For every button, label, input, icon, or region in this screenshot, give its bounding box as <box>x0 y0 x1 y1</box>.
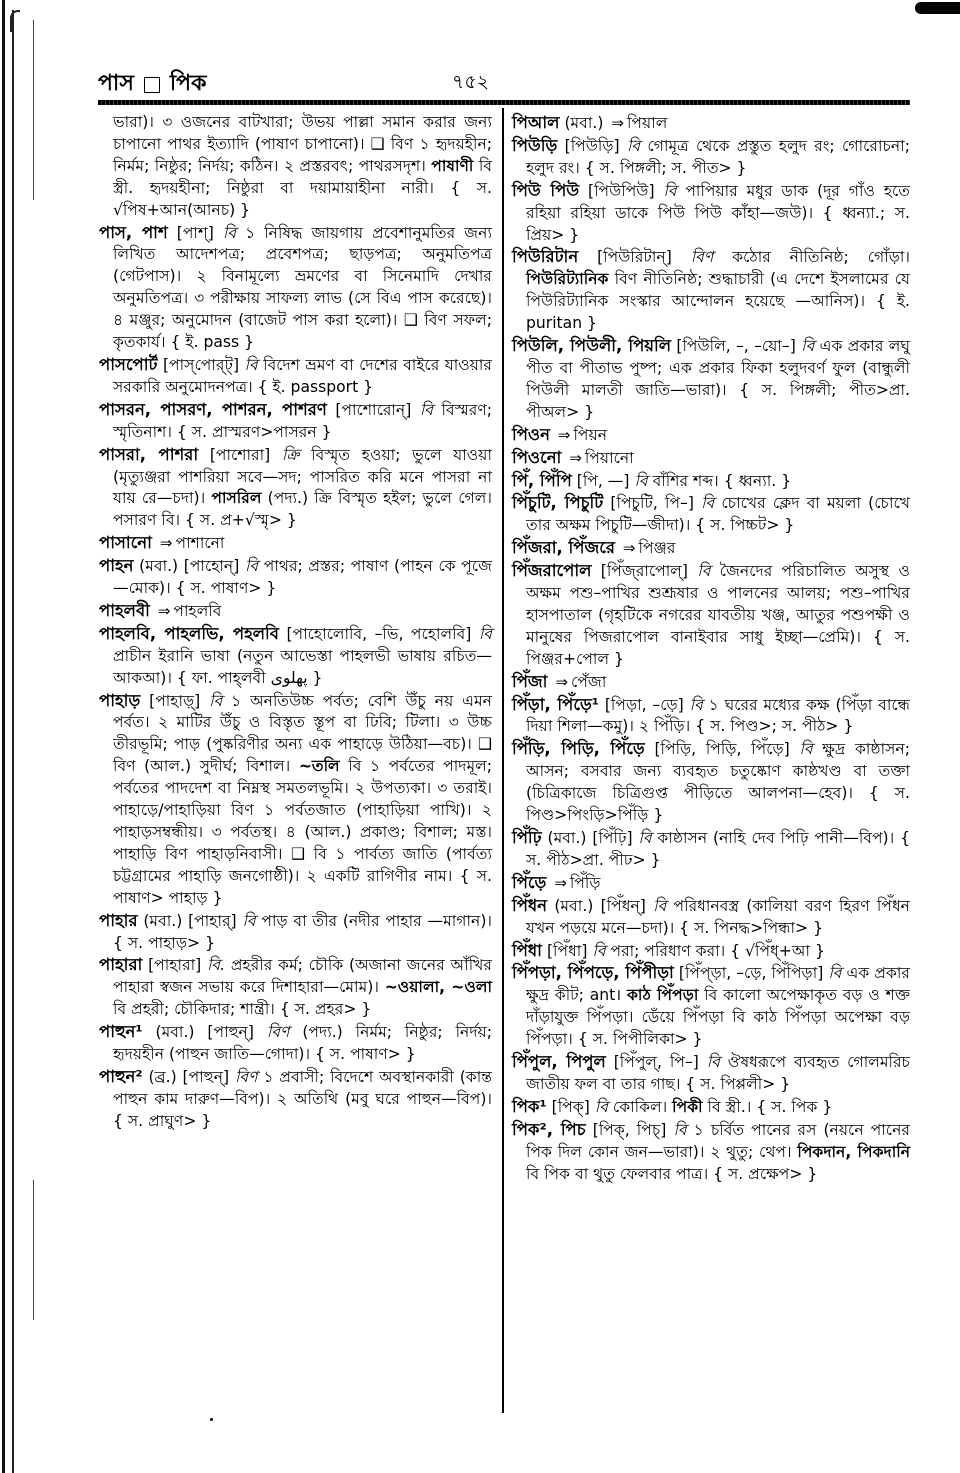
part-of-speech: বি <box>689 695 703 714</box>
sub-headword: পিকদান, পিকদানি <box>797 1142 910 1161</box>
dictionary-entry <box>512 470 910 493</box>
page-header <box>98 66 910 94</box>
pronunciation: (মবা.) [পিঁধন্] <box>554 896 646 915</box>
header-rule <box>98 100 910 105</box>
definition: গোমূত্র থেকে প্রস্তুত হলুদ রং; গোরোচনা; হলুদ রং। { স. পিঙ্গলী; স. পীত> } <box>526 136 910 177</box>
part-of-speech: বি <box>701 494 715 513</box>
definition: পরিধানবস্ত্র (কালিয়া বরণ হিরণ পিঁধন যখন পড়য়ে মনে—চদা)। { স. পিনদ্ধ>পিন্ধা> } <box>526 896 910 937</box>
headword: পাহন <box>99 556 134 576</box>
part-of-speech: বি <box>663 181 677 200</box>
sub-headword: ~ওয়ালা, ~ওলা <box>384 978 492 997</box>
dictionary-entry <box>99 555 492 600</box>
stray-mark <box>210 1418 213 1421</box>
cross-reference-arrow-icon: ⇒ <box>622 539 636 558</box>
definition: ঔষধরূপে ব্যবহৃত গোলমরিচ জাতীয় ফল বা তার গাছ। { স. পিপ্পলী> } <box>526 1053 910 1093</box>
headword: পাহলবি, পাহলভি, পহলবি <box>99 623 279 643</box>
cross-reference-arrow-icon: ⇒ <box>554 873 567 892</box>
pronunciation: [পিড়ি, পিড়ি, পিঁড়ে] <box>654 740 790 759</box>
definition: বাঁশির শব্দ। { ধ্বন্যা. } <box>652 471 792 490</box>
dictionary-entry <box>512 962 910 1051</box>
dictionary-entry <box>512 112 910 135</box>
sub-headword: পাষাণী <box>431 156 474 175</box>
pronunciation: [পিড়া, –ড়ে] <box>604 695 684 714</box>
headword: পাস, পাশ <box>99 222 168 242</box>
pronunciation: (মবা.) <box>564 114 604 132</box>
part-of-speech: বি <box>244 557 259 576</box>
headword: পিঁজরা, পিঁজরে <box>512 538 615 558</box>
pronunciation: [পিঁপ্‌ড়া, –ড়ে, পিঁপিড়া] <box>678 964 824 983</box>
definition-continued: (পদ্য.) ক্রি বিস্মৃত হইল; ভুলে গেল। পসারণ বি। { স. প্র+√স্মৃ> } <box>113 489 492 530</box>
definition: ১ নিষিদ্ধ জায়গায় প্রবেশানুমতির জন্য লিখিত আদেশপত্র; প্রবেশপত্র; ছাড়পত্র; অনুমতিপত্র (গেটপাস)। ২ বিনামূল্যে ভ্রমণের বা সিনেমাদি দেখার অনুমতিপত্র। ৩ পরীক্ষায় সাফল্য লাভ (সে বিএ পাস করেছে)। ৪ মঞ্জুর; অনুমোদন (বাজেট পাস করা হলো)। ❑ বিণ সফল; কৃতকার্য। { ই. pass } <box>113 223 492 352</box>
pronunciation: [পাশ্] <box>176 223 214 242</box>
headword: পাসরন, পাসরণ, পাশরন, পাশরণ <box>99 399 327 419</box>
dictionary-entry <box>99 532 492 555</box>
headword: পাসানো <box>99 533 152 553</box>
definition: বিদেশ ভ্রমণ বা দেশের বাইরে যাওয়ার সরকারি অনুমোদনপত্র। { ই. passport } <box>113 355 492 396</box>
dictionary-entry <box>99 623 492 690</box>
definition: পাশানো <box>175 534 225 553</box>
headword: পিঁড়ি, পিড়ি, পিঁড়ে <box>512 739 645 759</box>
pronunciation: [পিক্, পিচ্] <box>592 1120 667 1139</box>
headword: পিঁপড়া, পিঁপড়ে, পিঁপীড়া <box>512 963 674 983</box>
headword: পাসপোর্ট <box>99 354 158 374</box>
page-binding-curve <box>10 10 20 32</box>
definition: পিঁড়ি <box>569 873 601 892</box>
headword: পিঁড়া, পিঁড়ে¹ <box>512 694 599 714</box>
pronunciation: [পাস্‌পোর্‌ট্] <box>162 355 240 374</box>
dictionary-entry <box>99 910 492 955</box>
headword: পিঁজরাপোল <box>512 561 592 581</box>
headword: পিঁধা <box>512 940 542 960</box>
definition: বিস্মৃত হওয়া; ভুলে যাওয়া (মৃত্যুঞ্জরা পাশরিয়া সবে—সদ; পাসরিত করি মনে পাসরা না যায় রে—চদা)। <box>113 445 492 508</box>
part-of-speech: বি <box>592 941 606 960</box>
part-of-speech: বি <box>594 1097 608 1116</box>
guide-word-end: পিক <box>169 71 207 96</box>
definition-continued: বি প্রহরী; চৌকিদার; শান্ত্রী। { স. প্রহর> } <box>113 1000 372 1019</box>
sub-headword: ~তলি <box>298 757 340 776</box>
definition: চোখের ক্লেদ বা ময়লা (চোখে তার অক্ষম পিচুটি—জীদা)। { স. পিচ্চট> } <box>526 494 910 535</box>
definition: কঠোর নীতিনিষ্ঠ; গোঁড়া। <box>732 248 910 267</box>
definition-continued: বি ১ পর্বতের পাদমূল; পর্বতের পাদদেশ বা নিম্নস্থ সমতলভূমি। ২ উপত্যকা। ৩ তরাই। পাহাড়ে/পাহাড়িয়া বিণ ১ পর্বতজাত (পাহাড়িয়া পাখি)। ২ পাহাড়সম্বন্ধীয়। ৩ পর্বতস্থ। ৪ (আল.) প্রকাণ্ড; বিশাল; মস্ত। পাহাড়ি বিণ পাহাড়নিবাসী। ❑ বি ১ পার্বত্য জাতি (পার্বত্য চট্টগ্রামের পাহাড়ি জনগোষ্ঠী)। ২ একটি রাগিণীর নাম। { স. পাষাণ> পাহাড় } <box>113 757 492 907</box>
scan-smudge <box>915 2 960 14</box>
margin-mark <box>33 20 34 200</box>
definition: ১ চর্বিত পানের রস (নয়নে পানের পিক দিল কোন জন—ভারা)। ২ থুতু; থেপ। <box>526 1120 910 1161</box>
headword: পাহলবী <box>99 600 150 620</box>
part-of-speech: বি <box>653 896 667 915</box>
sub-headword: কাঠ পিঁপড়া <box>627 986 699 1005</box>
pronunciation: [পিঁজ্‌রাপোল্] <box>600 562 688 581</box>
part-of-speech: বি. <box>206 956 226 975</box>
dictionary-entry <box>99 444 492 533</box>
headword: পিঁঢ়ি <box>512 828 542 847</box>
page-binding-edge-inner <box>12 10 14 1473</box>
page-binding-edge <box>2 0 5 1473</box>
dictionary-entry <box>99 354 492 399</box>
part-of-speech: বিণ <box>266 1023 290 1042</box>
part-of-speech: বি <box>799 740 813 759</box>
dictionary-entry <box>512 560 910 671</box>
part-of-speech: বি <box>697 562 711 581</box>
dictionary-entry <box>512 246 910 335</box>
guide-words <box>98 66 206 103</box>
dictionary-entry <box>512 135 910 180</box>
page-number: ৭৫২ <box>452 71 490 93</box>
headword: পিঁচুটি, পিচুটি <box>512 493 604 513</box>
definition: পাহলবি <box>173 601 222 620</box>
definition: কোকিল। <box>612 1097 673 1116</box>
right-column <box>512 112 910 1186</box>
pronunciation: [পাহারা] <box>148 956 202 975</box>
headword: পাহারা <box>99 955 143 975</box>
left-column <box>99 112 492 1133</box>
dictionary-entry <box>512 335 910 424</box>
definition: পিয়ানো <box>584 448 634 467</box>
headword: পিক², পিচ <box>512 1119 586 1139</box>
definition-continued: বি পিক বা থুতু ফেলবার পাত্র। { স. প্রক্ষেপ> } <box>526 1164 818 1183</box>
pronunciation: [পিউরিটান্] <box>597 248 672 267</box>
definition: পাড় বা তীর (নদীর পাহার —মাগান)। { স. পাহাড়> } <box>113 911 492 952</box>
dictionary-entry <box>512 180 910 247</box>
definition-continued: বি কালো অপেক্ষাকৃত বড় ও শক্ত দাঁড়াযুক্ত পিঁপড়া। ডেঁয়ে পিঁপড়া বি কাঠ পিঁপড়া অপেক্ষা বড় পিঁপড়া। { স. পিপীলিকা> } <box>526 986 910 1049</box>
part-of-speech: বিণ <box>234 1067 258 1086</box>
definition: ১ প্রবাসী; বিদেশে অবস্থানকারী (কান্ত পাহুন কাম দারুণ—বিপ)। ২ অতিথি (মবু ঘরে পাহুন—বিপ)। { স. প্রাঘুণ> } <box>113 1067 492 1130</box>
headword: পিউ পিউ <box>512 180 580 200</box>
part-of-speech: বি <box>634 471 648 490</box>
part-of-speech: বি <box>638 829 652 847</box>
sub-headword: পাসরিল <box>211 489 262 508</box>
definition: (পদ্য.) নির্মম; নিষ্ঠুর; নির্দয়; হৃদয়হীন (পাহুন জাতি—গোদা)। { স. পাষাণ> } <box>113 1023 492 1064</box>
pronunciation: (মবা.) [পিঁঢ়ি] <box>547 829 633 847</box>
definition: পিয়ন <box>573 425 608 444</box>
pronunciation: [পিচুটি, পি–] <box>610 494 694 513</box>
definition-continued: বিণ নীতিনিষ্ঠ; শুদ্ধাচারী (এ দেশে ইসলামের যে পিউরিট্যানিক সংস্কার আন্দোলন হয়েছে —আনিস)। { ই. puritan } <box>526 270 910 333</box>
dictionary-entry <box>512 738 910 827</box>
dictionary-entry <box>99 1066 492 1133</box>
part-of-speech: বি <box>222 223 237 242</box>
sub-headword: পিকী <box>672 1097 703 1116</box>
part-of-speech: বি <box>209 691 223 710</box>
dictionary-entry <box>512 872 910 895</box>
headword: পিক¹ <box>512 1096 547 1116</box>
definition: পিঞ্জর <box>638 539 676 558</box>
part-of-speech: বি <box>706 1053 720 1072</box>
headword: পাহুন² <box>99 1066 143 1086</box>
headword: পিঁড়ে <box>512 872 547 892</box>
definition: পেঁজা <box>571 672 607 691</box>
definition: প্রহরীর কর্ম; চৌকি (অজানা জনের আঁখির পাহারা স্বজন সভায় করে দিশাহারা—মোম)। <box>113 956 493 997</box>
pronunciation: (ব্র.) [পাহুন্] <box>148 1067 230 1086</box>
column-divider <box>502 108 504 1413</box>
headword: পিঁপুল, পিপুল <box>512 1052 606 1072</box>
pronunciation: [পাশোরা] <box>209 445 271 464</box>
part-of-speech: বি <box>626 136 641 155</box>
dictionary-entry <box>512 1051 910 1096</box>
dictionary-entry <box>99 600 492 623</box>
definition: ক্ষুদ্র কাষ্ঠাসন; আসন; বসবার জন্য ব্যবহৃত চতুষ্কোণ কাষ্ঠখণ্ড বা তক্তা (চিত্রিকাজে চিত্রিগুপ্ত পীড়িতে আলপনা—হেব)। { স. পিণ্ড>পিংড়ি>পিঁড়ি } <box>526 740 910 825</box>
definition: বিস্মরণ; স্মৃতিনাশ। { স. প্রাস্মরণ>পাসরন } <box>113 400 493 441</box>
guide-word-start: পাস <box>98 71 134 96</box>
dictionary-entry <box>512 827 910 872</box>
sub-headword: পিউরিট্যানিক <box>526 270 609 289</box>
headword: পিআল <box>512 113 560 132</box>
definition: কাষ্ঠাসন (নাহি দেব পিঢ়ি পানী—বিপ)। { স. পীঠ>প্রা. পীঢ> } <box>526 829 910 869</box>
dictionary-entry <box>99 954 492 1021</box>
part-of-speech: বি <box>419 400 433 419</box>
definition: ১ অনতিউচ্চ পর্বত; বেশি উঁচু নয় এমন পর্বত। ২ মাটির উঁচু ও বিস্তৃত স্তূপ বা ঢিবি; টিলা। ৩ উচ্চ তীরভূমি; পাড় (পুষ্করিণীর অন্য এক পাহাড়ে উঠিয়া—বচ)। ❑ বিণ (আল.) সুদীর্ঘ; বিশাল। <box>113 691 492 776</box>
part-of-speech: বি <box>673 1120 687 1139</box>
pronunciation: [পাহাড়্] <box>149 691 201 710</box>
headword: পিউড়ি <box>512 135 558 155</box>
definition: পরা; পরিধাণ করা। { √পিঁধ্+আ } <box>610 941 825 960</box>
dictionary-entry <box>512 447 910 470</box>
pronunciation: [পিউড়ি] <box>564 136 620 155</box>
part-of-speech: বি <box>801 337 815 356</box>
headword: পাসরা, পাশরা <box>99 444 199 464</box>
cross-reference-arrow-icon: ⇒ <box>611 114 624 132</box>
headword: পিঁ, পিঁপি <box>512 470 572 490</box>
definition: ভারা)। ৩ ওজনের বাটখারা; উভয় পাল্লা সমান করার জন্য চাপানো পাথর ইত্যাদি (পাষাণ চাপানো)। ❑ বিণ ১ হৃদয়হীন; নির্মম; নিষ্ঠুর; নির্দয়; কঠিন। ২ প্রস্তরবৎ; পাথরসদৃশ। <box>113 113 492 175</box>
pronunciation: [পিঁধা] <box>546 941 588 960</box>
dictionary-entry <box>512 424 910 447</box>
cross-reference-arrow-icon: ⇒ <box>557 425 571 444</box>
cross-reference-arrow-icon: ⇒ <box>157 601 171 620</box>
dictionary-entry <box>99 690 492 910</box>
definition: পাথর; প্রস্তর; পাষাণ (পাহন কে পূজে—মোক)। { স. পাষাণ> } <box>113 557 492 598</box>
dictionary-entry <box>512 492 910 537</box>
headword: পিওন <box>512 424 550 444</box>
definition-continued: বি স্ত্রী.। { স. পিক } <box>702 1097 833 1116</box>
dictionary-entry <box>512 1096 910 1119</box>
definition-continued: বি স্ত্রী. হৃদয়হীনা; নিষ্ঠুরা বা দয়ামায়াহীনা নারী। { স. √পিষ+আন(আনচ) } <box>113 156 492 219</box>
pronunciation: [পাশোরোন্] <box>335 400 412 419</box>
dictionary-entry <box>512 694 910 739</box>
part-of-speech: বি <box>828 964 842 983</box>
part-of-speech: বি <box>244 355 258 374</box>
pronunciation: (মবা.) [পাহুন্] <box>155 1023 254 1042</box>
part-of-speech: ক্রি <box>281 445 300 464</box>
part-of-speech: বি <box>478 624 492 643</box>
cross-reference-arrow-icon: ⇒ <box>569 448 582 467</box>
margin-mark <box>33 1180 34 1320</box>
part-of-speech: বিণ <box>690 248 714 267</box>
dictionary-entry <box>99 1021 492 1066</box>
dictionary-entry <box>512 940 910 963</box>
pronunciation: (মবা.) [পাহার্] <box>143 911 237 930</box>
pronunciation: [পিঁপুল্, পি–] <box>613 1053 699 1072</box>
headword: পাহুন¹ <box>99 1022 143 1042</box>
definition: ১ ঘরের মধ্যের কক্ষ (পিঁড়া বান্ধে দিয়া শিলা—কমু)। ২ পিঁড়ি। { স. পিণ্ড>; স. পীঠ> } <box>526 695 910 736</box>
headword: পিউলি, পিউলী, পিয়লি <box>512 336 672 356</box>
cross-reference-arrow-icon: ⇒ <box>555 672 569 691</box>
definition: পিয়াল <box>626 114 668 132</box>
headword: পাহার <box>99 910 138 930</box>
pronunciation: [পিউলি, –, –য়ো–] <box>676 337 796 356</box>
dictionary-entry <box>99 222 492 354</box>
headword: পিঁজা <box>512 671 548 691</box>
dictionary-entry <box>512 671 910 694</box>
dictionary-entry <box>512 537 910 560</box>
pronunciation: [পাহোলোবি, –ভি, পহোলবি] <box>286 624 472 643</box>
dictionary-entry <box>512 1119 910 1186</box>
dictionary-entry <box>99 399 492 444</box>
square-separator-icon <box>144 77 160 93</box>
definition: এক প্রকার ক্ষুদ্র কীট; ant। <box>526 964 910 1005</box>
headword: পিঁধন <box>512 895 548 915</box>
definition: পাপিয়ার মধুর ডাক (দূর গাঁও হতে রহিয়া রহিয়া ডাকে পিউ পিউ কাঁহা—জউ)। { ধ্বন্যা.; স. প্রিয়> } <box>526 181 910 244</box>
pronunciation: [পি, —] <box>576 471 630 490</box>
pronunciation: [পিউপিউ] <box>587 181 655 200</box>
definition: জৈনদের পরিচালিত অসুস্থ ও অক্ষম পশু–পাখির শুশ্রূষার ও পালনের আলয়; পশু–পাখির হাসপাতাল (গৃহটিকে নগরের যাবতীয় খঞ্জ, আতুর পশুপক্ষী ও মানুষের পিজরাপোল বানাইবার সাধু ইচ্ছা—প্রেমি)। { স. পিঞ্জর+পোল } <box>526 562 910 668</box>
part-of-speech: বি <box>242 911 256 930</box>
headword: পিওনো <box>512 447 562 467</box>
entry-continuation <box>99 112 492 222</box>
definition: এক প্রকার লঘু পীত বা পীতাভ পুষ্প; এক প্রকার ফিকা হলুদবর্ণ ফুল (বান্ধুলী পিউলী মালতী জাতি—ভারা)। { স. পিঙ্গলী; পীত>প্রা. পীঅল> } <box>526 337 910 421</box>
definition: প্রাচীন ইরানি ভাষা (নতুন আভেস্তা পাহলভী ভাষায় রচিত—আকআ)। { ফা. পাহ্‌লবী پهلوی } <box>113 646 492 687</box>
pronunciation: (মবা.) [পাহোন্] <box>139 557 240 576</box>
headword: পাহাড় <box>99 690 141 710</box>
pronunciation: [পিক্] <box>551 1097 590 1116</box>
headword: পিউরিটান <box>512 247 579 267</box>
dictionary-entry <box>512 895 910 940</box>
cross-reference-arrow-icon: ⇒ <box>159 534 173 553</box>
